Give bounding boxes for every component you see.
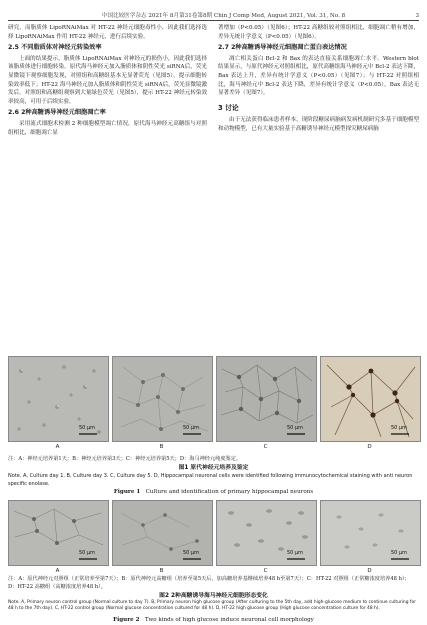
figure1-panel-b bbox=[112, 356, 211, 450]
scale-bar-label: 50 μm bbox=[391, 550, 408, 556]
figure2-panel-b bbox=[112, 500, 211, 574]
micrograph-image bbox=[216, 356, 317, 442]
scale-bar-label: 50 μm bbox=[79, 425, 96, 431]
right-text-column bbox=[218, 24, 419, 134]
figure1-panel-c bbox=[216, 356, 315, 450]
paragraph: 由于无法获得临床患者样本，现阶段糖尿病脑病发病机制研究多基于细胞模型和动物模型，已有大量实验基于高糖诱导神经元模型探究糖尿病脑 bbox=[218, 117, 419, 132]
figure1-panel-d bbox=[320, 356, 419, 450]
paragraph: 研究，而脂质体 LipoRNAiMax 对 HT-22 神经元细胞毒性小，因此我们选择选择 LipoRNAiMax 作用 HT-22 神经元，进行后续实验。 bbox=[8, 25, 207, 40]
figure1-title-cn: 图1 原代神经元培养及鉴定 bbox=[178, 465, 249, 471]
section-heading-2-6: 2.6 2种高糖诱导神经元细胞凋亡率 bbox=[8, 109, 106, 117]
scale-bar-label: 50 μm bbox=[287, 425, 304, 431]
figure1-note-cn: 注：A：神经元培养第1天；B：神经元培养第3天；C：神经元培养第5天；D：海马神经元纯度鉴定。 bbox=[8, 456, 242, 462]
figure2-title-cn: 图2 2种高糖诱导海马神经元细胞形态变化 bbox=[159, 593, 268, 599]
micrograph-image bbox=[320, 356, 421, 442]
micrograph-image bbox=[8, 500, 109, 566]
scale-bar-label: 50 μm bbox=[391, 425, 408, 431]
panel-label: C bbox=[263, 568, 268, 574]
figure2-title-en bbox=[8, 616, 419, 624]
figure2-panel-c bbox=[216, 500, 315, 574]
paragraph: 著增加（P<0.05）（见图6）；HT-22 高糖组较对照组相比，细胞凋亡稍有增加，差异无统计学意义（P<0.05）（见图6）。 bbox=[218, 25, 419, 40]
panel-label: B bbox=[159, 444, 164, 450]
paragraph: 采用流式细胞术检测 2 种细胞模型凋亡情况，原代海马神经元高糖组与对照组相比，细胞凋亡显 bbox=[8, 120, 207, 136]
figure1-panel-a bbox=[8, 356, 107, 450]
scale-bar-label: 50 μm bbox=[183, 550, 200, 556]
figure-label: Figure 1 bbox=[113, 489, 141, 495]
section-heading-2-7: 2.7 2种高糖诱导神经元细胞凋亡蛋白表达情况 bbox=[218, 44, 347, 52]
scale-bar-label: 50 μm bbox=[287, 550, 304, 556]
micrograph-image bbox=[112, 356, 213, 442]
panel-label: B bbox=[159, 568, 164, 574]
figure2-note-cn: 注：A：原代神经元对照组（正常培养至第7天）；B：原代神经元高糖组（培养至第5天后，加高糖培养基继续培养48 h至第7天）；C：HT-22 对照组（正常糖浓度培养48 h）；D：HT-22 高糖组（高糖浓度培养48 h）。 bbox=[8, 576, 410, 590]
paragraph: 上面的结果提示，脂质体 LipoRNAiMax 对神经元的损伤小，因此我们选择该脂质体进行细胞转染。原代海马神经元加入脂质体和阴性荧光 siRNA后，荧光显微镜下观察细胞发现，对照组和高糖组基本无显著荧光（见图5），提示细胞转染效率低下；HT-22 海马神经元加入脂质体和阴性荧光 siRNA后，荧光显微镜激发后，对照组和高糖组观察到大量绿色荧光（见图5），提示 HT-22 神经元转染效率较高，可用于后续实验。 bbox=[8, 55, 207, 105]
panel-label: D bbox=[367, 444, 372, 450]
page-number: 3 bbox=[415, 13, 419, 19]
micrograph-image bbox=[112, 500, 213, 566]
section-heading-3: 3 讨论 bbox=[218, 103, 239, 112]
panel-label: C bbox=[263, 444, 268, 450]
micrograph-image bbox=[216, 500, 317, 566]
section-heading-2-5: 2.5 不同脂质体对神经元转染效率 bbox=[8, 44, 102, 52]
scale-bar-label: 50 μm bbox=[183, 425, 200, 431]
left-text-column bbox=[8, 24, 207, 137]
micrograph-image bbox=[8, 356, 109, 442]
figure-label: Figure 2 bbox=[113, 617, 140, 623]
figure-title: Two kinds of high glucose induce neuronal cell morphology bbox=[144, 617, 314, 623]
figure2-panel-d bbox=[320, 500, 419, 574]
figure1-title-en bbox=[8, 488, 419, 496]
scale-bar-label: 50 μm bbox=[79, 550, 96, 556]
journal-citation: 中国比较医学杂志 2021年 8月第31卷第8期 Chin J Comp Med, August 2021, Vol. 31, No. 8 bbox=[101, 13, 346, 19]
panel-label: D bbox=[367, 568, 372, 574]
figure2-panels bbox=[8, 500, 419, 574]
figure1-panels bbox=[8, 356, 419, 450]
figure1-note-en: Note. A, Culture day 1. B, Culture day 3. C, Culture day 5. D, Hippocampal neuronal cells were identified following immunocytochemical staining with anti neuron specific enolase. bbox=[8, 473, 413, 487]
panel-label: A bbox=[55, 444, 60, 450]
paragraph: 凋亡相关蛋白 Bcl-2 和 Bax 的表达直接关系细胞凋亡水平。Western blot 结果显示，与原代神经元对照组相比，原代高糖组海马神经元中 Bcl-2 表达下降，Bax 表达上升，差异有统计学意义（P<0.05）（见图7）；与 HT-22 对照组相比，海马神经元中 Bcl-2 表达下降，差异有统计学意义（P<0.05），Bax 表达无显著差异（见图7）。 bbox=[218, 55, 419, 97]
panel-label: A bbox=[55, 568, 60, 574]
figure2-note-en: Note. A, Primary neuron control group (Normal culture to day 7). B, Primary neuron high glucose group (After culturing to the 5th day, add high-glucose medium to continue culturing for 48 h to the 7th day). C, HT-22 control group (Normal glucose concentration cultured for 48 h). D, HT-22 high glucose group (High glucose concentration culture for 48 h). bbox=[8, 600, 416, 611]
figure2-panel-a bbox=[8, 500, 107, 574]
running-header bbox=[8, 7, 419, 21]
figure-title: Culture and identification of primary hippocampal neurons bbox=[145, 489, 314, 495]
micrograph-image bbox=[320, 500, 421, 566]
